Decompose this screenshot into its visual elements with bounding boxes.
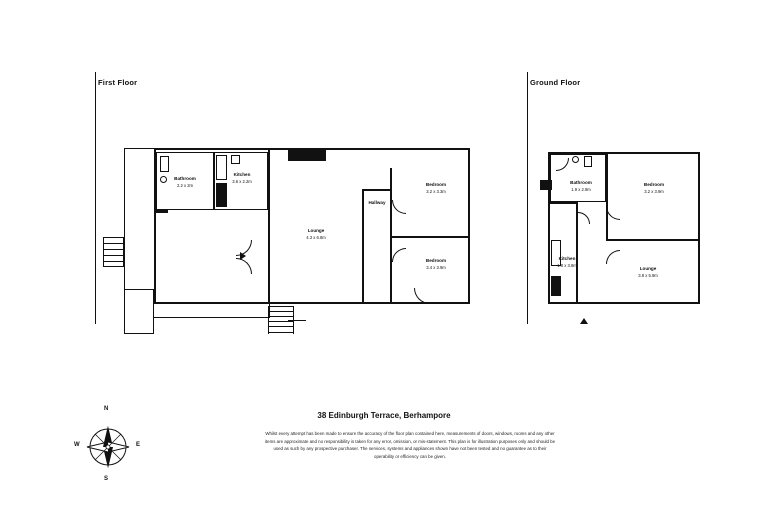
entry-arrow-ground-floor [580, 318, 588, 324]
deck-stairs [103, 237, 124, 267]
compass-north-label: N [104, 406, 109, 412]
compass-rose [74, 406, 142, 484]
ground-floor-lounge-label: Lounge 3.8 x 5.9m [638, 266, 658, 278]
shower-fixture-icon-ground [584, 156, 592, 167]
window-block-ground-left [540, 180, 552, 190]
stove-icon [231, 155, 240, 164]
ground-floor-label: Ground Floor [530, 78, 581, 87]
stair-rail-first-floor [288, 320, 306, 321]
kitchen-bench-icon-ground [551, 276, 561, 296]
disclaimer-text: Whilst every attempt has been made to ensure the accuracy of the floor plan contained here, measurements of doors, windows, rooms and any other items are approximate and no responsibility is taken for any error, omission, or mis-statement. This plan is for illustration purposes only and should be used as such by any prospective purchaser. The services, systems and appliances shown have not been tested and no guarantee as to their operability or efficiency can be given. [264, 431, 556, 460]
first-floor-bedroom-2-label: Bedroom 3.4 x 3.9m [425, 258, 447, 270]
ground-bedroom-wall-left [606, 154, 608, 240]
compass-needle-icon [74, 406, 142, 484]
first-floor-core [268, 148, 470, 304]
window-block-top [288, 150, 326, 161]
hallway-wall-top [362, 189, 392, 191]
property-address: 38 Edinburgh Terrace, Berhampore [317, 411, 451, 420]
first-floor-label: First Floor [98, 78, 138, 87]
first-floor-kitchen-label: Kitchen 3.6 x 2.2m [232, 172, 252, 184]
compass-south-label: S [104, 476, 109, 482]
first-floor-lounge-label: Lounge 4.3 x 6.8m [306, 228, 326, 240]
first-floor-divider [95, 72, 96, 324]
ground-kitchen-wall-top [550, 202, 578, 204]
bath-fixture-icon [160, 156, 169, 172]
first-floor-bedroom-1-label: Bedroom 3.2 x 3.3m [425, 182, 447, 194]
ground-bedroom-wall-bottom [606, 239, 700, 241]
ground-floor-divider [527, 72, 528, 324]
bedroom1-wall-bottom [392, 236, 470, 238]
entry-arrow-first-floor [240, 252, 246, 260]
ground-floor-kitchen-label: Kitchen 1.8 x 3.9m [557, 256, 577, 268]
ground-floor-bedroom-label: Bedroom 3.2 x 3.9m [643, 182, 665, 194]
deck-notch-wall [124, 289, 155, 290]
deck-notch [124, 290, 154, 334]
basin-fixture-icon-ground [572, 156, 579, 163]
hallway-wall-left [362, 190, 364, 304]
hallway-label: Hallway [368, 200, 386, 205]
ground-floor-bathroom-label: Bathroom 1.9 x 2.9m [570, 180, 592, 192]
compass-east-label: E [136, 442, 141, 448]
kitchen-bench-icon [216, 183, 227, 207]
first-floor-bathroom-label: Bathroom 2.2 x 2m [174, 176, 196, 188]
compass-west-label: W [74, 442, 80, 448]
